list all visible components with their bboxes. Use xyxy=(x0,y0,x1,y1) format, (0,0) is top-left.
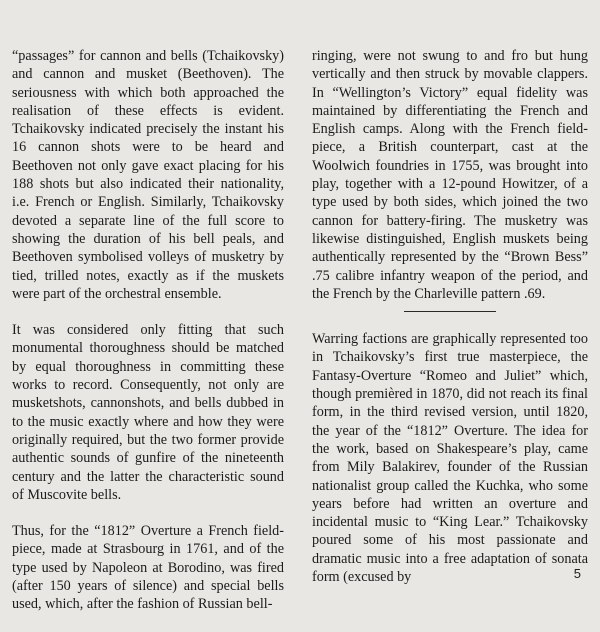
page-number: 5 xyxy=(573,566,581,581)
paragraph-romeo-and-juliet: Warring factions are graphically represented too in Tchaikovsky’s first true masterpiece, the Fantasy-Overture “Romeo and Juliet” which, though premièred in 1870, did not reach its final form, in the third revised version, until 1820, the year of the “1812” Overture. The idea for the work, based on Shakespeare’s play, came from Mily Balakirev, founder of the Russian nationalist group called the Kuchka, who some years before had written an overture and incidental music to “King Lear.” Tchaikovsky poured some of his most passionate and dramatic music into a free adaptation of sonata form (excused by xyxy=(312,331,588,586)
paragraph-1812-field-piece: Thus, for the “1812” Overture a French field-piece, made at Strasbourg in 1761, and of the type used by Napoleon at Borodino, was fired (after 150 years of silence) and special bells used, which, after the fashion of Russian bell- xyxy=(12,523,284,613)
right-text-column xyxy=(312,47,588,604)
paragraph-cannon-and-bells: “passages” for cannon and bells (Tchaikovsky) and cannon and musket (Beethoven). The seriousness with which both approached the realisation of these effects is evident. Tchaikovsky indicated precisely the instant his 16 cannon shots were to be heard and Beethoven not only gave exact placing for his 188 shots but also indicated their nationality, i.e. French or English. Similarly, Tchaikovsky devoted a separate line of the full score to showing the duration of his bell peals, and Beethoven symbolised volleys of musketry by tied, trilled notes, exactly as if the muskets were part of the orchestral ensemble. xyxy=(12,48,284,302)
paragraph-recording-thoroughness: It was considered only fitting that such monumental thoroughness should be matched by equal thoroughness in committing these works to record. Consequently, not only are musketshots, cannonshots, and bells dubbed in to the music exactly where and how they were originally required, but the two former provide authentic sounds of gunfire of the nineteenth century and the latter the characteristic sound of Muscovite bells. xyxy=(12,322,284,503)
paragraph-wellingtons-victory: ringing, were not swung to and fro but hung vertically and then struck by movable clappers. In “Wellington’s Victory” equal fidelity was maintained by differentiating the French and English camps. Along with the French field-piece, a British counterpart, cast at the Woolwich foundries in 1755, was brought into play, together with a 12-pound Howitzer, of a type used by both sides, which joined the two cannon for battery-firing. The musketry was likewise distinguished, English muskets being authentically represented by the “Brown Bess” .75 calibre infantry weapon of the period, and the French by the Charleville pattern .69. xyxy=(312,48,588,302)
section-divider xyxy=(404,311,496,312)
left-text-column xyxy=(12,47,284,632)
